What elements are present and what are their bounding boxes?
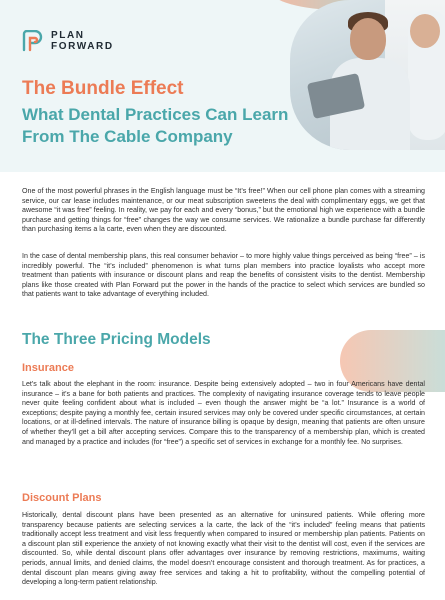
logo-mark-icon — [22, 30, 44, 52]
intro-paragraph-1: One of the most powerful phrases in the English language must be “It’s free!” When our cell phone plan comes with a streaming service, our car lease includes maintenance, or our meat subscription sweetens the deal with complimentary eggs, we get that awesome “it was free” feeling. In reality, we pay for each and every “bonus,” but the emotional high we experience with a bundle purchase and getting things for “free” changes the way we consume services. We rationalize a bundle purchase far differently than purchasing items a la carte, even when they are discounted. — [22, 187, 425, 234]
insurance-paragraph: Let’s talk about the elephant in the room: insurance. Despite being extensively adopted – two in four Americans have dental insurance – it’s a bane for both patients and practices. The complexity of navigating insurance coverage tends to leave people never quite feeling confident about what is included – even though the answer might be “a lot.” Insurance is a world of exceptions; despite paying a monthly fee, certain insured services may only be covered under specific circumstances, at certain locations, or at ill-defined intervals. The nature of insurance billing is opaque by design, meaning that patients are often unsure of whether they’ll get a bill after accepting services. Compare this to the transparency of a membership plan, which is created and managed by a practice and includes (for “free”) a specific set of services in exchange for a monthly fee. No surprises. — [22, 380, 425, 446]
discount-plans-paragraph: Historically, dental discount plans have been presented as an alternative for uninsured patients. While offering more transparency because patients are selecting services a la carte, the lack of the “it’s included” feeling means that patients traditionally accept less treatment and visit less frequently when compared to insured or membership plan patients. Patients on a discount plan still experience the anxiety of not knowing exactly what their visit to the dentist will cost, even if the services are discounted. So, while dental discount plans offer advantages over insurance by removing restrictions, maximums, waiting periods, annual limits, and denied claims, the model doesn’t encourage consistent and thorough treatment. As for practices, a dental discount plan means giving away free services and taking a hit to profitability, without the compelling potential of developing a long-term patient relationship. — [22, 511, 425, 587]
logo-line-2: FORWARD — [51, 41, 114, 52]
logo-wordmark — [51, 30, 114, 52]
insurance-heading: Insurance — [22, 362, 74, 374]
discount-plans-heading: Discount Plans — [22, 492, 102, 504]
plan-forward-logo — [22, 30, 114, 52]
section-heading: The Three Pricing Models — [22, 331, 211, 348]
intro-paragraph-2: In the case of dental membership plans, this real consumer behavior – to more highly value things perceived as being “free” – is incredibly powerful. The “it’s included” phenomenon is what turns plan members into practice loyalists who accept more treatment than patients with insurance or discount plans and reap the benefits of consistent visits to the dentist. Membership plans like those created with Plan Forward put the power in the hands of the practice to select which services are bundled so that patients want to take advantage of everything included. — [22, 252, 425, 299]
logo-line-1: PLAN — [51, 30, 85, 41]
hero-photo — [290, 0, 445, 150]
page-title: The Bundle Effect — [22, 78, 184, 99]
page-subtitle: What Dental Practices Can Learn From The Cable Company — [22, 105, 289, 146]
hero-banner — [0, 0, 445, 172]
